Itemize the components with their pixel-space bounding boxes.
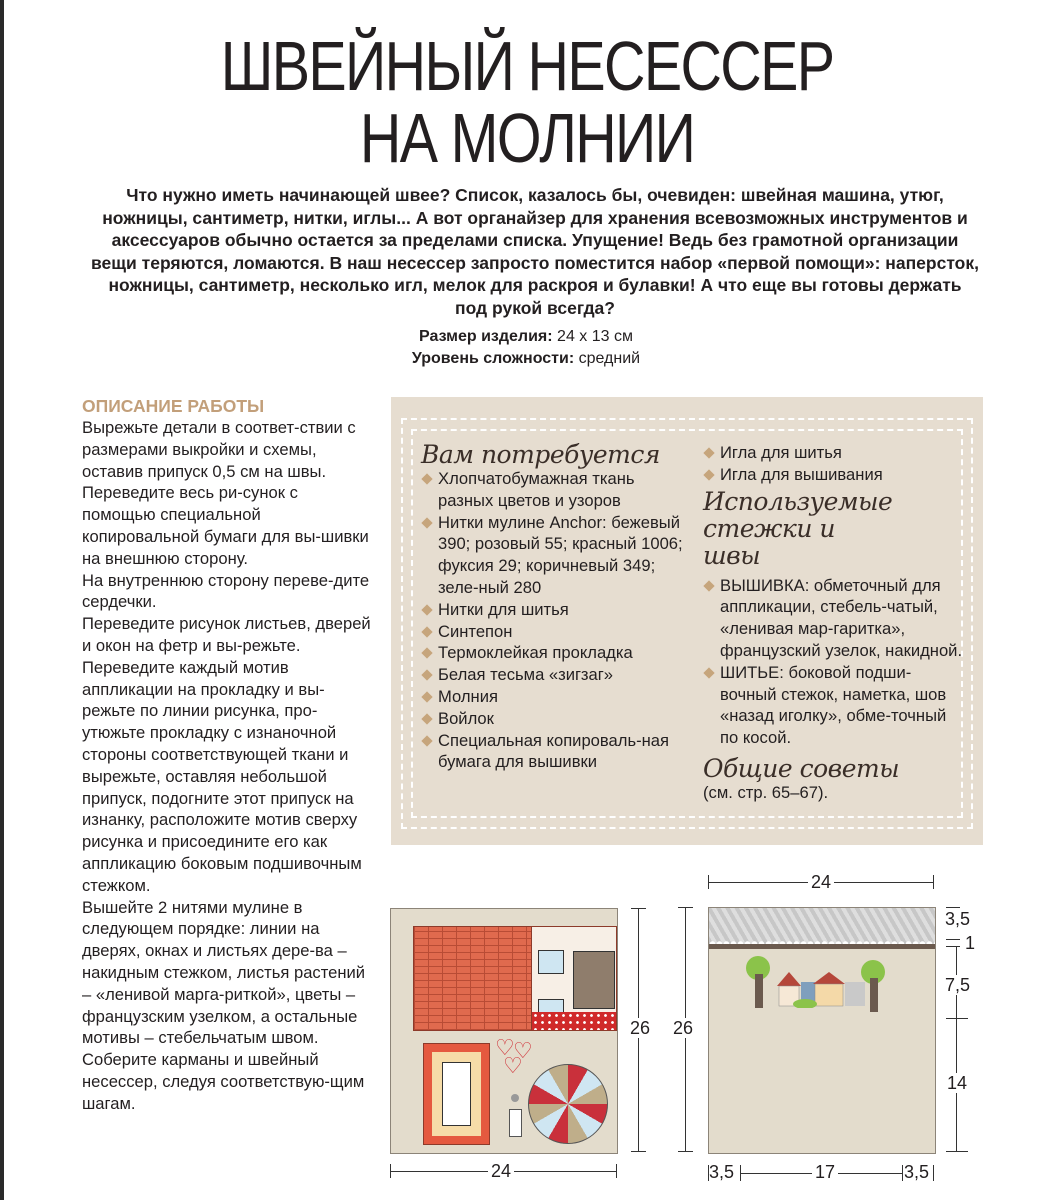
left-margin-label: 3,5 [709, 1162, 735, 1182]
outer-width-label: 24 [808, 872, 834, 892]
snap-icon [511, 1094, 519, 1102]
description-paragraph: Переведите каждый мотив аппликации на прокладку и вы-режьте по линии рисунка, про-утюжьте прокладку с изнаночной стороны соответствующей ткани и вырежьте, оставляя небольшой припуск, подогните этот припуск на изнанку, расположите мотив сверху рисунка и присоедините его как аппликацию боковым подшивочным стежком. [82, 657, 362, 895]
patchwork-pocket-illustration [531, 926, 617, 1031]
list-item: ШИТЬЕ: боковой подши-вочный стежок, наметка, шов «назад иголку», обме-точный по косой. [703, 662, 963, 749]
frame-center [442, 1062, 471, 1126]
lower-height-label: 14 [944, 1073, 970, 1093]
list-item: Войлок [421, 708, 691, 730]
materials-box [391, 397, 983, 845]
description-paragraph: Вырежьте детали в соответ-ствии с размерами выкройки и схемы, оставив припуск 0,5 см на швы. Переведите весь ри-сунок с помощью специальной копировальной бумаги для вы-шивки на внешнюю сторону. [82, 418, 369, 568]
list-item: Хлопчатобумажная ткань разных цветов и узоров [421, 468, 691, 512]
dimension-tick [616, 1164, 617, 1178]
size-line [0, 326, 1052, 348]
dimension-tick [390, 1164, 391, 1178]
window-icon [538, 950, 564, 974]
title-line-1: ШВЕЙНЫЙ НЕСЕССЕР [220, 27, 834, 105]
size-value: 24 х 13 см [552, 328, 633, 345]
level-line [0, 348, 1052, 370]
band-height-label: 3,5 [945, 909, 971, 929]
dimension-tick [946, 1151, 968, 1152]
dimension-tick [946, 946, 960, 947]
list-item: Белая тесьма «зигзаг» [421, 664, 691, 686]
dimension-tick [946, 939, 960, 940]
list-item: Игла для шитья [703, 442, 963, 464]
dimension-tick [631, 908, 646, 909]
dimension-tick [933, 1165, 934, 1181]
needed-list [421, 468, 691, 773]
description-heading: ОПИСАНИЕ РАБОТЫ [82, 396, 265, 416]
polka-dot-strip [532, 1012, 616, 1030]
outer-side-diagram [708, 907, 936, 1154]
list-item: Нитки мулине Anchor: бежевый 390; розовый 55; красный 1006; фуксия 29; коричневый 349; зеле-ный 280 [421, 512, 691, 599]
level-value: средний [574, 350, 641, 367]
heart-icon: ♡ [495, 1035, 515, 1060]
description-paragraph: На внутреннюю сторону переве-дите сердечки. [82, 570, 370, 612]
framed-pocket-illustration [423, 1043, 490, 1145]
needed-heading: Вам потребуется [421, 440, 660, 469]
list-item: Молния [421, 686, 691, 708]
materials-column-1 [421, 441, 691, 773]
heart-icon: ♡ [503, 1053, 523, 1078]
work-description [82, 395, 372, 1115]
tree-trunk [755, 974, 763, 1008]
description-paragraph: Переведите рисунок листьев, дверей и окон на фетр и вы-режьте. [82, 614, 371, 655]
description-paragraph: Соберите карманы и швейный несессер, следуя соответствую-щим шагам. [82, 1050, 365, 1113]
dimension-tick [933, 875, 934, 889]
title-line-2: НА МОЛНИИ [359, 99, 695, 177]
list-item: Термоклейкая прокладка [421, 642, 691, 664]
embroidery-height-label: 7,5 [942, 975, 973, 995]
needed-list-continued [703, 442, 963, 486]
inner-height-label: 26 [627, 1018, 653, 1038]
lead-paragraph: Что нужно иметь начинающей швее? Список, казалось бы, очевиден: швейная машина, утюг, ножницы, сантиметр, нитки, иглы... А вот органайзер для хранения всевозможных инструментов и аксессуаров обычно остается за пределами списка. Упущение! Ведь без грамотной организации вещи теряются, ломаются. В наш несессер запросто поместится набор «первой помощи»: наперсток, ножницы, сантиметр, несколько игл, мелок для раскроя и булавки! А что еще вы готовы держать под рукой всегда? [91, 185, 979, 318]
door-panel [573, 951, 615, 1009]
houses-illustration [777, 968, 867, 1008]
list-item: Специальная копироваль-ная бумага для вышивки [421, 730, 691, 774]
right-margin-label: 3,5 [904, 1162, 930, 1182]
brown-strip [709, 944, 935, 949]
level-label: Уровень сложности: [411, 350, 575, 367]
heart-icon: ♡ [513, 1038, 533, 1063]
description-paragraph: Вышейте 2 нитями мулине в следующем порядке: линии на дверях, окнах и листьях дере-ва – накидным стежком, листья растений – «ленивой марга-риткой», цветы – французским узелком, а остальные мотивы – стебельчатым швом. [82, 897, 366, 1048]
dimension-tick [631, 1151, 646, 1152]
page-title [96, 27, 959, 177]
dimension-tick [678, 1151, 693, 1152]
tips-heading: Общие советы [703, 753, 900, 783]
dimension-tick [946, 1018, 968, 1019]
dimension-tick [708, 875, 709, 889]
tips-note: (см. стр. 65–67). [703, 782, 829, 802]
list-item: Синтепон [421, 621, 691, 643]
dresden-plate-pincushion [528, 1064, 608, 1144]
dimension-tick [946, 907, 960, 908]
stitches-heading: Используемые стежки и швы [703, 486, 893, 570]
center-width-label: 17 [812, 1162, 838, 1182]
list-item: Игла для вышивания [703, 464, 963, 486]
tree-trunk [870, 978, 878, 1012]
page-edge [0, 0, 4, 1200]
inner-side-diagram [390, 908, 618, 1154]
project-meta [0, 326, 1052, 370]
size-label: Размер изделия: [419, 328, 553, 345]
list-item: Нитки для шитья [421, 599, 691, 621]
roof-pocket-illustration [413, 926, 533, 1031]
inner-width-label: 24 [488, 1161, 514, 1181]
outer-height-label: 26 [670, 1018, 696, 1038]
dimension-tick [678, 907, 693, 908]
pin-holder-icon [509, 1109, 522, 1137]
materials-column-2 [703, 442, 963, 804]
strip-height-label: 1 [965, 933, 976, 953]
list-item: ВЫШИВКА: обметочный для аппликации, стебель-чатый, «ленивая мар-гаритка», французский узелок, накидной. [703, 575, 963, 662]
stitches-list [703, 575, 963, 749]
